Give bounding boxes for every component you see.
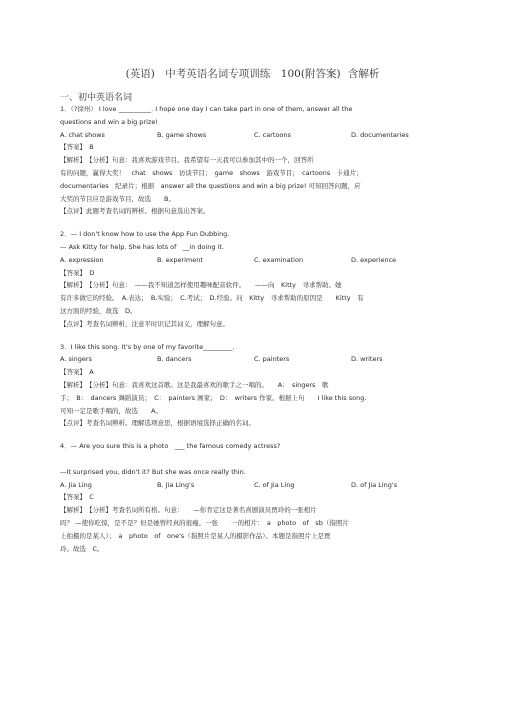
analysis-line: documentaries 纪录片；根据 answer all the questions and win a big prize! 可知回答问题，应: [60, 181, 361, 190]
option-b: B. experiment: [157, 255, 203, 264]
analysis-line: 大奖的节目应是游戏节目，故选 B。: [60, 194, 175, 203]
analysis-line: 【解析】 【分析】考查名词所有格。句意： —你肯定这是著名喜剧演员贾玲的一张相片: [60, 506, 317, 515]
question-stem-line: 2．— I don't know how to use the App Fun Dubbing.: [60, 230, 230, 239]
questions-list: [60, 103, 450, 565]
analysis-line: 这方面的经验，故选 D。: [60, 306, 137, 315]
option-c: C. painters: [254, 355, 290, 364]
analysis-line: 吗？ —使你吃惊，是不是？但是她曾经真的很瘦。一张 一的相片： a photo of sb（指照片: [60, 518, 349, 527]
answer-line: 【答案】 C: [60, 493, 94, 502]
analysis-line: 【解析】 【分析】句意：我喜欢游戏节目。我希望有一天我可以参加其中的一个，回答所: [60, 156, 314, 165]
option-a: A. Jia Ling: [60, 480, 92, 489]
question-stem-line: 4．— Are you sure this is a photo ___ the famous comedy actress?: [60, 442, 281, 451]
question-1: [60, 103, 450, 218]
question-stem-line: — Ask Kitty for help. She has lots of __in doing it.: [60, 242, 225, 251]
question-stem-line: —It surprised you, didn't it? But she was once really thin.: [60, 467, 246, 476]
question-stem-line: [60, 453, 450, 466]
question-options: [60, 353, 450, 366]
option-a: A. expression: [60, 255, 104, 264]
section-heading: 一、初中英语名词: [60, 93, 133, 103]
option-c: C. examination: [254, 255, 304, 264]
analysis-line: 有许多做它的经验。 A.表达； B.实验； C.考试； D.经验。问 Kitty 寻求帮助的原因是 Kitty 有: [60, 294, 364, 303]
analysis-line: 【解析】 【分析】句意： ——我不知道怎样使用趣味配音软件。 ——向 Kitty 寻求帮助。她: [60, 281, 342, 290]
question-4: [60, 440, 450, 555]
document-title: (英语) 中考英语名词专项训练 100(附答案) 含解析: [125, 68, 380, 80]
question-stem-line: questions and win a big prize!: [60, 117, 158, 126]
question-3: [60, 341, 450, 431]
question-2: [60, 228, 450, 330]
comment-line: 【点评】此题考查名词的辨析。根据句意选出答案。: [60, 207, 210, 216]
analysis-line: 上拍摄的是某人）； a photo of one's（指照片是某人的摄影作品）。本题是指照片上是贾: [60, 531, 331, 540]
comment-line: 【点评】考查名词辨析。理解选项意思，根据语境选择正确的名词。: [60, 419, 255, 428]
analysis-line: 可知一定是歌手唱的，故选 A。: [60, 406, 162, 415]
answer-line: 【答案】 B: [60, 143, 94, 152]
option-b: B. game shows: [157, 130, 207, 139]
option-d: D. writers: [351, 355, 383, 364]
answer-line: 【答案】 A: [60, 368, 94, 377]
option-d: D. experience: [351, 255, 397, 264]
question-stem-line: 1．（?徐州） I love __________. I hope one day I can take part in one of them, answer all the: [60, 105, 353, 113]
analysis-line: 有的问题，赢得大奖！ chat shows 访谈节目； game shows 游戏节目； cartoons 卡通片；: [60, 168, 363, 177]
analysis-line: 玲。故选 C。: [60, 544, 104, 553]
option-b: B. dancers: [157, 355, 192, 364]
option-c: C. cartoons: [254, 130, 291, 139]
option-a: A. singers: [60, 355, 92, 364]
analysis-line: 【解析】 【分析】句意：我喜欢这首歌。这是我最喜欢的歌手之一唱的。 A： singers 歌: [60, 380, 329, 389]
question-options: [60, 254, 450, 267]
option-d: D. documentaries: [351, 130, 409, 139]
question-stem-line: 3．I like this song. It's by one of my favorite_________.: [60, 342, 235, 351]
option-c: C. of Jia Ling: [254, 480, 295, 489]
option-b: B. Jia Ling's: [157, 480, 195, 489]
question-options: [60, 479, 450, 492]
comment-line: 【点评】考查名词辨析，注意平时识记其词义，理解句意。: [60, 319, 229, 328]
analysis-line: 手； B： dancers 舞蹈演员； C： painters 画家； D： writers 作家。根据上句 I like this song.: [60, 393, 367, 402]
answer-line: 【答案】 D: [60, 268, 95, 277]
option-d: D. of Jia Ling's: [351, 480, 398, 489]
question-options: [60, 129, 450, 142]
option-a: A. chat shows: [60, 130, 105, 139]
